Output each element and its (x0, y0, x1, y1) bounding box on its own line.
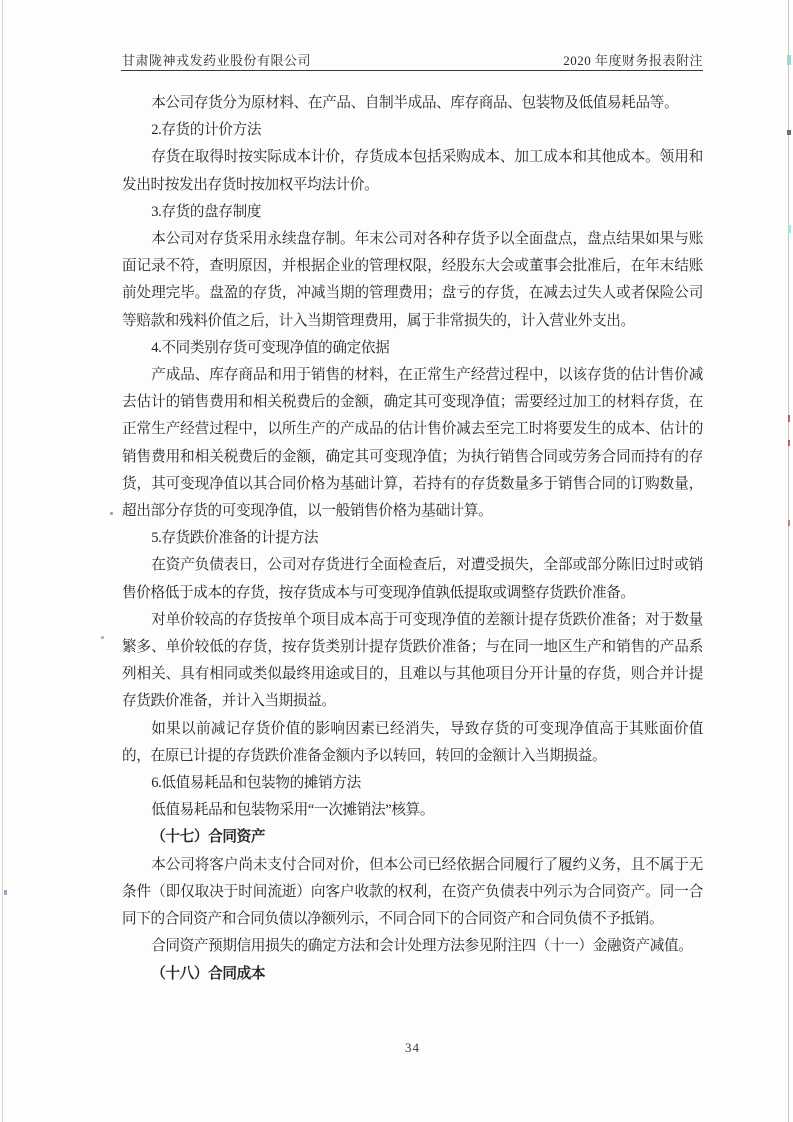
scan-artifact (788, 225, 791, 233)
page-footer (122, 1040, 703, 1056)
paragraph: 2.存货的计价方法 (151, 122, 262, 139)
paragraph: 合同资产预期信用损失的确定方法和会计处理方法参见附注四（十一）金融资产减值。 (151, 938, 693, 955)
paragraph: 5.存货跌价准备的计提方法 (151, 530, 319, 547)
scan-artifact (787, 130, 791, 135)
scan-edge-left (2, 0, 3, 1122)
page-number: 34 (405, 1040, 420, 1055)
paragraph: 存货在取得时按实际成本计价，存货成本包括采购成本、加工成本和其他成本。领用和发出时按发出存货时按加权平均法计价。 (122, 149, 703, 193)
document-body (122, 90, 703, 988)
page-header (122, 50, 703, 69)
paragraph: 4.不同类别存货可变现净值的确定依据 (151, 339, 390, 356)
section-heading: （十八）合同成本 (151, 965, 266, 982)
scan-speck (4, 890, 7, 895)
section-heading: （十七）合同资产 (151, 829, 266, 846)
paragraph: 本公司存货分为原材料、在产品、自制半成品、库存商品、包装物及低值易耗品等。 (151, 95, 679, 111)
scan-artifact (788, 415, 790, 422)
paragraph: 低值易耗品和包装物采用“一次摊销法”核算。 (151, 802, 435, 819)
paragraph: 产成品、库存商品和用于销售的材料，在正常生产经营过程中，以该存货的估计售价减去估计的销售费用和相关税费后的金额，确定其可变现净值；需要经过加工的材料存货，在正常生产经营过程中，以所生产的产成品的估计售价减去至完工时将要发生的成本、估计的销售费用和相关税费后的金额，确定其可变现净值；为执行销售合同或劳务合同而持有的存货，其可变现净值以其合同价格为基础计算，若持有的存货数量多于销售合同的订购数量，超出部分存货的可变现净值，以一般销售价格为基础计算。 (122, 367, 703, 520)
scan-artifact (788, 440, 790, 446)
scan-artifact (788, 520, 790, 526)
paragraph: 本公司对存货采用永续盘存制。年末公司对各种存货予以全面盘点，盘点结果如果与账面记录不符，查明原因，并根据企业的管理权限，经股东大会或董事会批准后，在年末结账前处理完毕。盘盈的存货，冲减当期的管理费用；盘亏的存货，在减去过失人或者保险公司等赔款和残料价值之后，计入当期管理费用，属于非常损失的，计入营业外支出。 (122, 231, 703, 329)
paragraph: 3.存货的盘存制度 (151, 203, 262, 220)
paragraph: 对单价较高的存货按单个项目成本高于可变现净值的差额计提存货跌价准备；对于数量繁多、单价较低的存货，按存货类别计提存货跌价准备；与在同一地区生产和销售的产品系列相关、具有相同或类似最终用途或目的，且难以与其他项目分开计量的存货，则合并计提存货跌价准备，并计入当期损益。 (122, 611, 703, 710)
paragraph: 本公司将客户尚未支付合同对价，但本公司已经依据合同履行了履约义务，且不属于无条件（即仅取决于时间流逝）向客户收款的权利，在资产负债表中列示为合同资产。同一合同下的合同资产和合同负债以净额列示，不同合同下的合同资产和合同负债不予抵销。 (122, 856, 703, 928)
paragraph: 在资产负债表日，公司对存货进行全面检查后，对遭受损失，全部或部分陈旧过时或销售价格低于成本的存货，按存货成本与可变现净值孰低提取或调整存货跌价准备。 (122, 557, 703, 601)
header-rule (121, 70, 703, 71)
scan-speck (110, 512, 113, 515)
report-title: 2020 年度财务报表附注 (563, 53, 703, 68)
company-name: 甘肃陇神戎发药业股份有限公司 (122, 53, 312, 68)
scan-artifact (787, 55, 791, 65)
paragraph: 如果以前减记存货价值的影响因素已经消失，导致存货的可变现净值高于其账面价值的，在原已计提的存货跌价准备金额内予以转回，转回的金额计入当期损益。 (122, 720, 703, 764)
paragraph: 6.低值易耗品和包装物的摊销方法 (151, 775, 361, 792)
scan-edge-right (788, 0, 789, 1122)
scan-speck (101, 636, 104, 639)
